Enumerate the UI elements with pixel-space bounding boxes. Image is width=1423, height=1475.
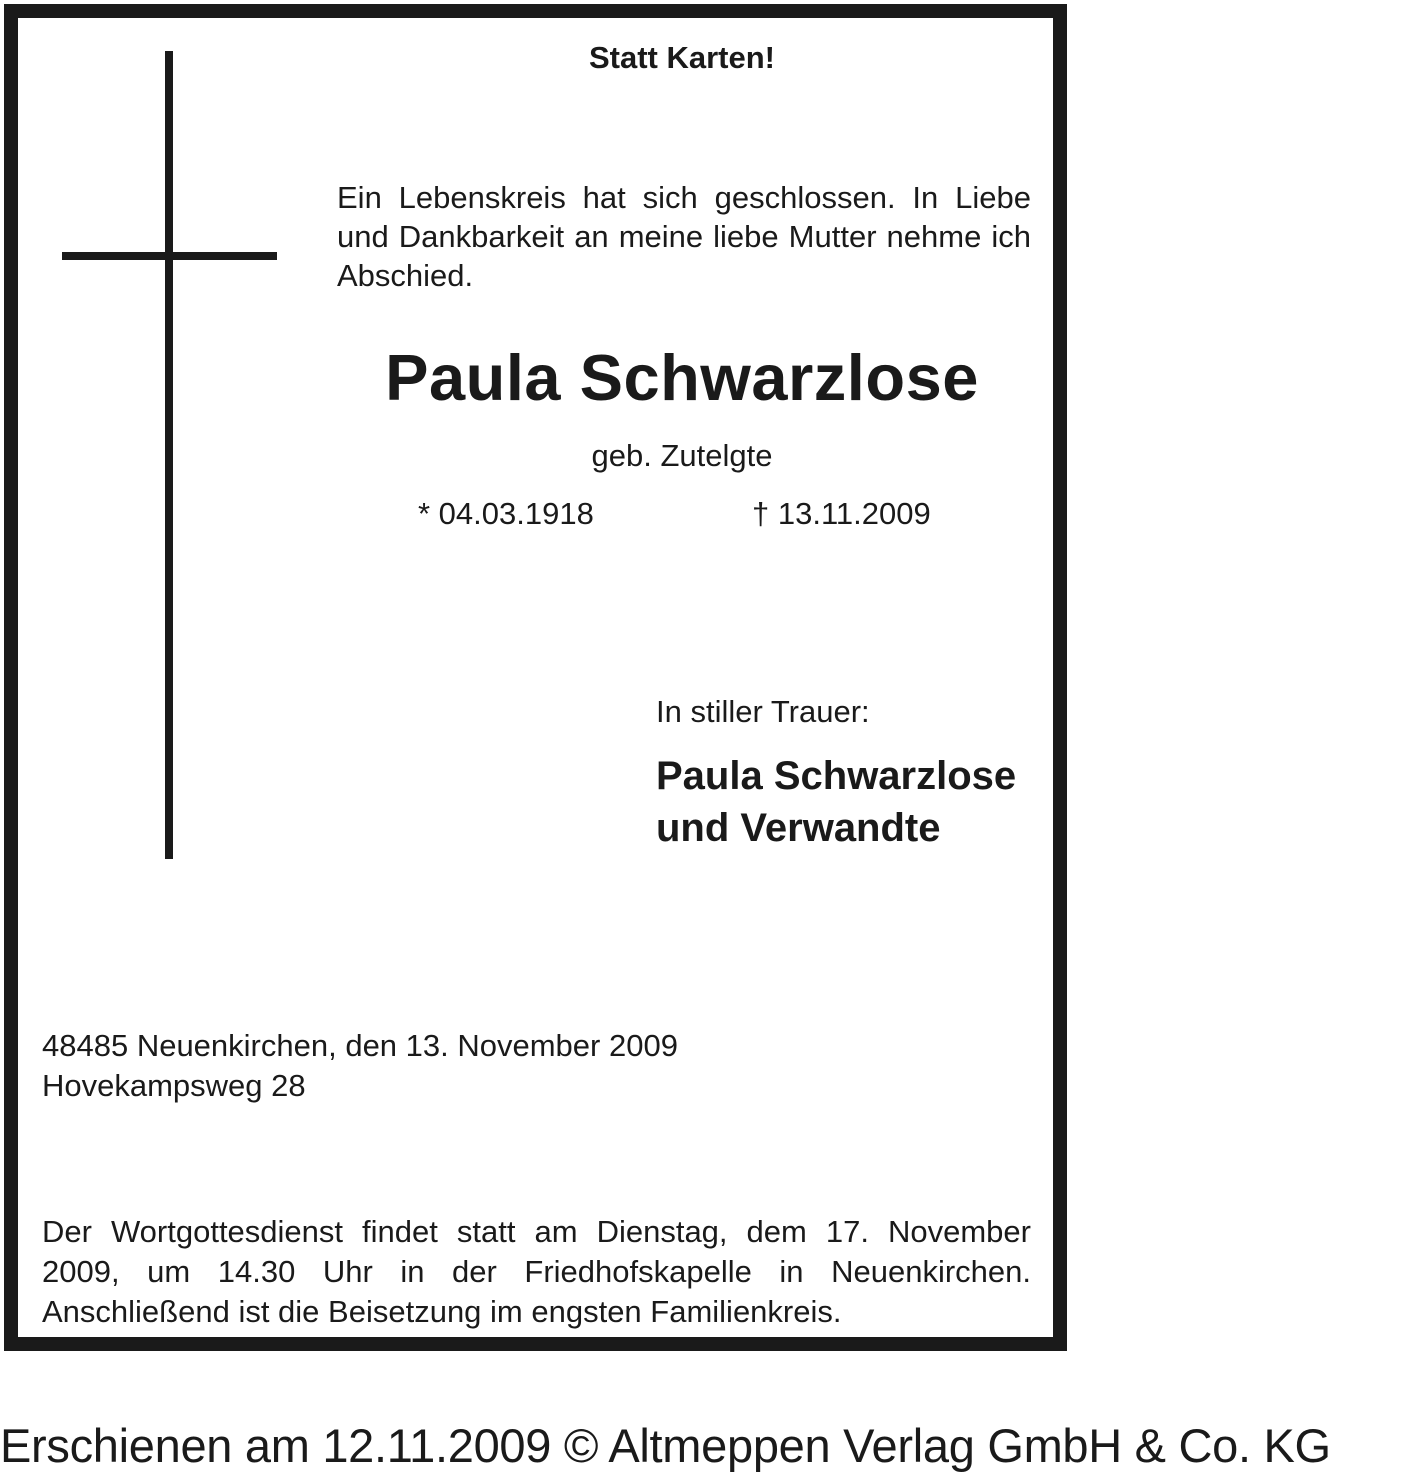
death-date: † 13.11.2009 <box>752 496 931 531</box>
deceased-name: Paula Schwarzlose <box>385 341 979 414</box>
maiden-name: geb. Zutelgte <box>591 438 773 473</box>
street-address: Hovekampsweg 28 <box>42 1068 306 1103</box>
cross-icon-vertical-bar <box>165 51 173 859</box>
address-block <box>42 1026 678 1106</box>
mourner-line: Paula Schwarzlose <box>656 754 1017 798</box>
notice-heading: Statt Karten! <box>588 40 775 75</box>
mourner-line: und Verwandte <box>656 806 941 850</box>
service-info: Der Wortgottesdienst findet statt am Dienstag, dem 17. November 2009, um 14.30 Uhr in der Friedhofskapelle in Neuenkirchen. Anschließend ist die Beisetzung im engsten Familienkreis. <box>42 1214 1031 1329</box>
obituary-notice <box>4 4 1067 1351</box>
publication-footer: Erschienen am 12.11.2009 © Altmeppen Verlag GmbH & Co. KG <box>0 1419 1331 1472</box>
birth-date: * 04.03.1918 <box>418 496 594 531</box>
mourners-label: In stiller Trauer: <box>656 694 870 729</box>
mourners-list <box>656 750 1016 854</box>
intro-text: Ein Lebenskreis hat sich geschlossen. In Liebe und Dankbarkeit an meine liebe Mutter nehme ich Abschied. <box>337 180 1031 293</box>
place-date: 48485 Neuenkirchen, den 13. November 2009 <box>42 1028 678 1063</box>
cross-icon-horizontal-bar <box>62 252 277 260</box>
